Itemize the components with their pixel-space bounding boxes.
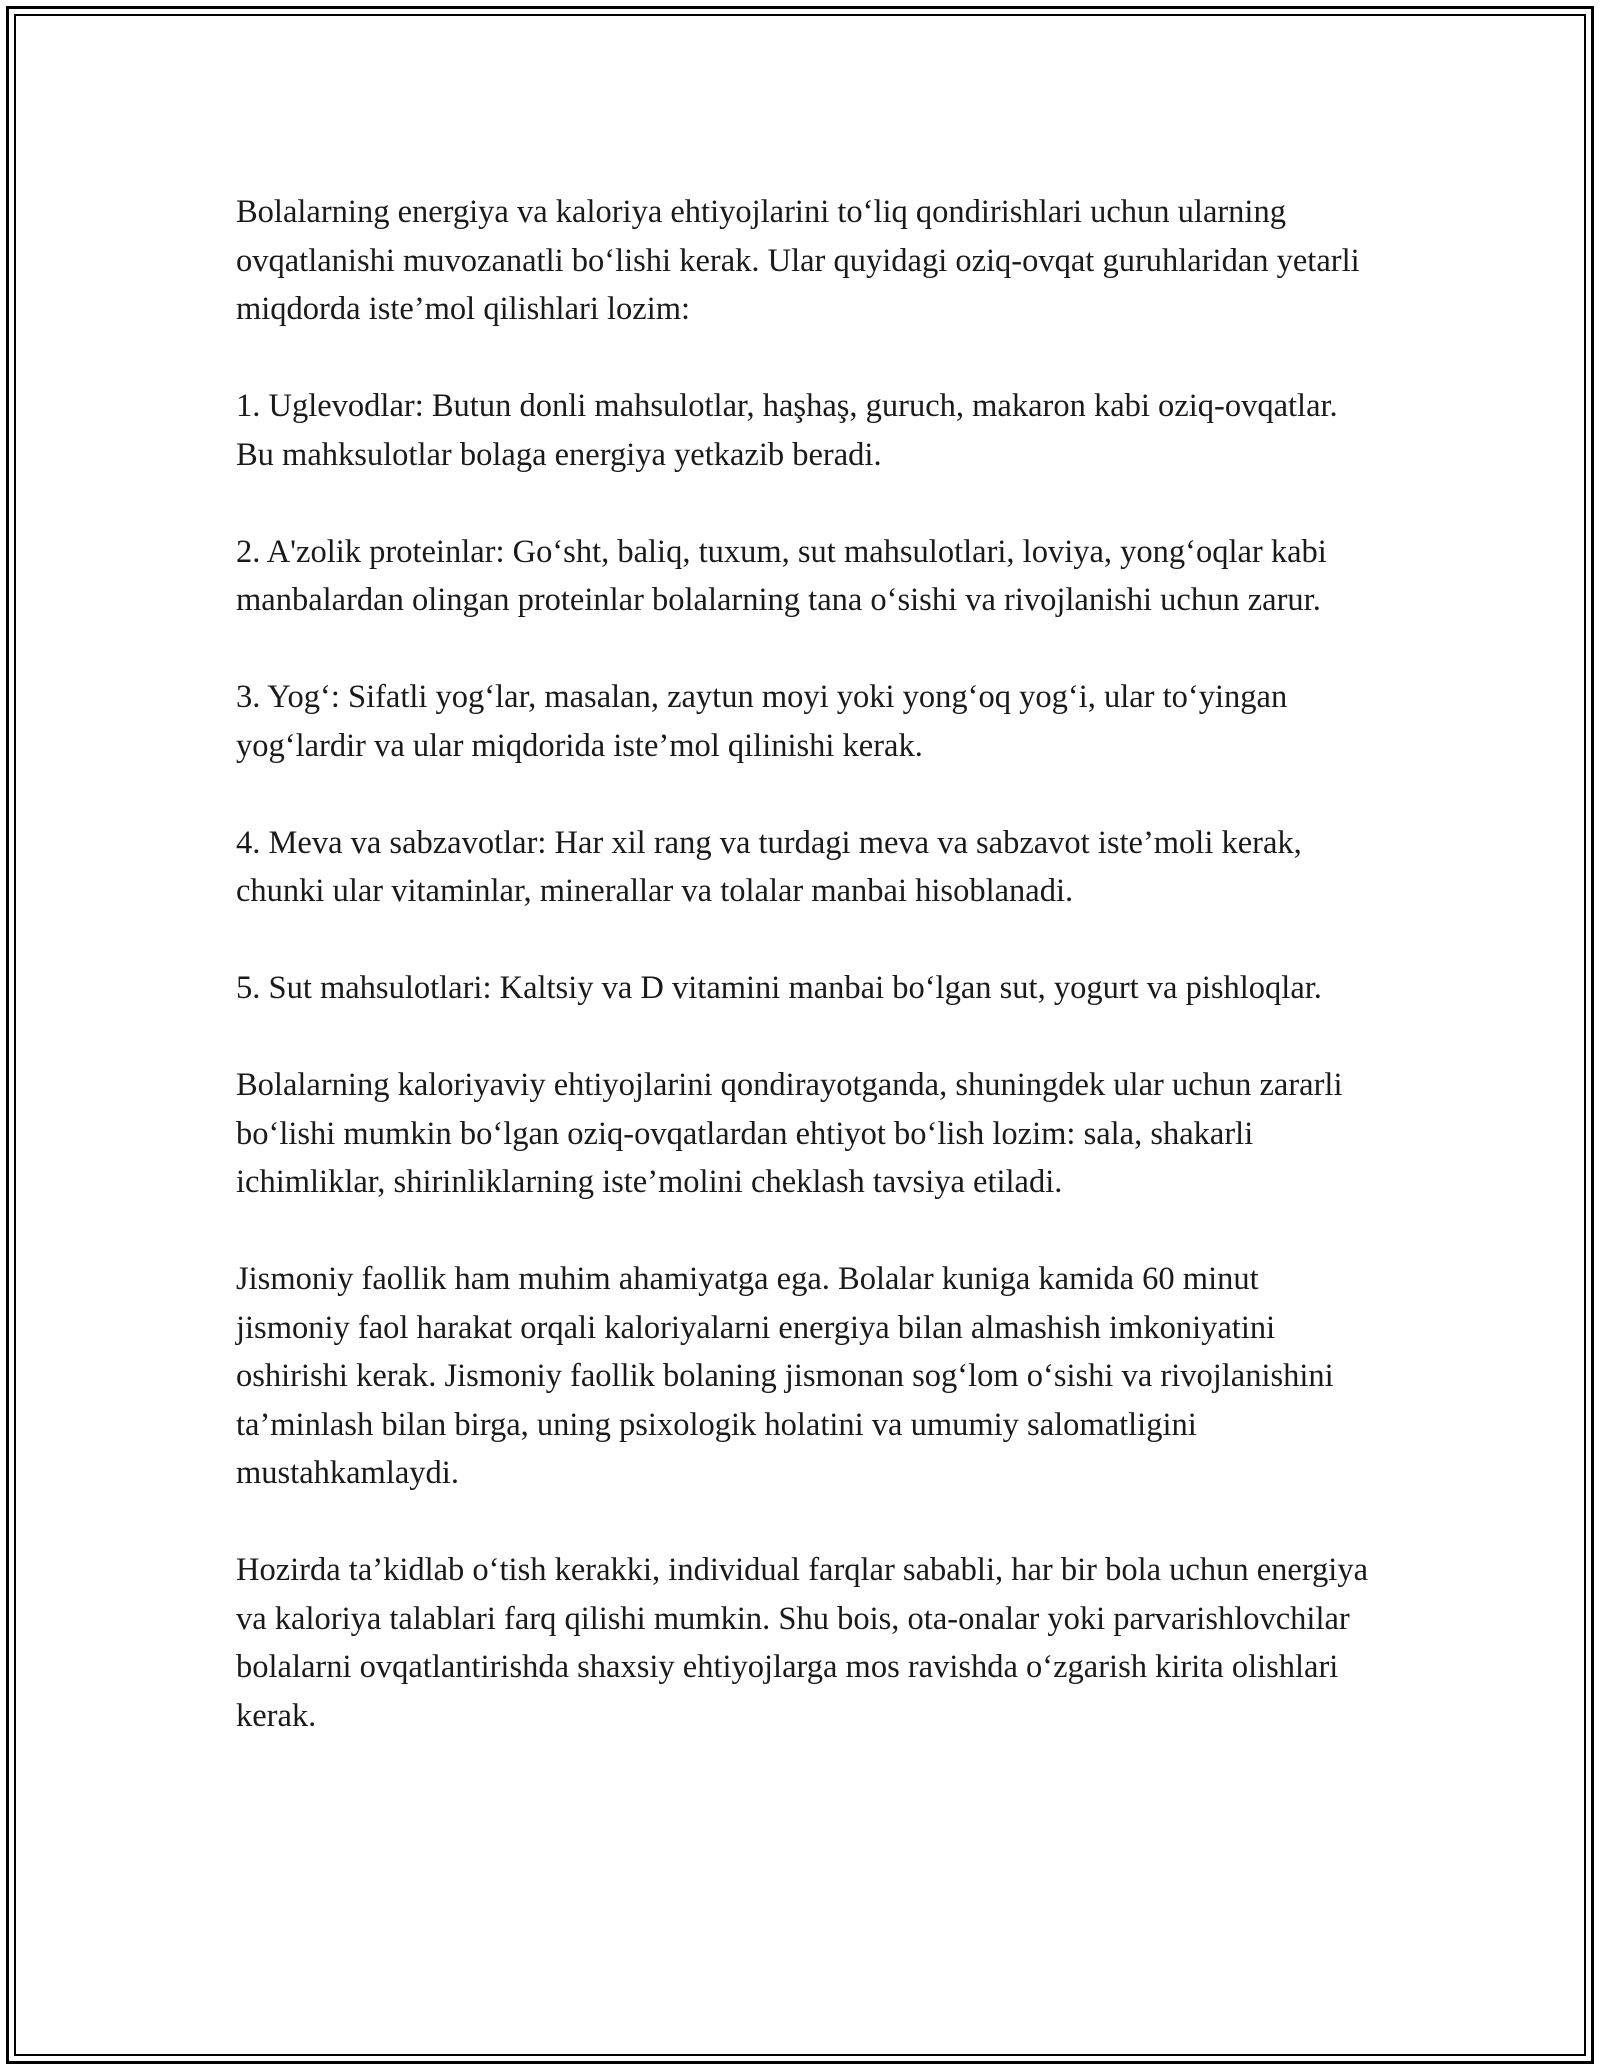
document-body (236, 188, 1376, 1789)
list-item-carbohydrates: 1. Uglevodlar: Butun donli mahsulotlar, haşhaş, guruch, makaron kabi oziq-ovqatlar. Bu mahksulotlar bolaga energiya yetkazib beradi. (236, 388, 1338, 473)
physical-activity-paragraph: Jismoniy faollik ham muhim ahamiyatga ega. Bolalar kuniga kamida 60 minut jismoniy faol harakat orqali kaloriyalarni energiya bilan almashish imkoniyatini oshirishi kerak. Jismoniy faollik bolaning jismonan sog‘lom o‘sishi va rivojlanishini ta’minlash bilan birga, uning psixologik holatini va umumiy salomatligini mustahkamlaydi. (236, 1261, 1334, 1491)
list-item-proteins: 2. A'zolik proteinlar: Go‘sht, baliq, tuxum, sut mahsulotlari, loviya, yong‘oqlar kabi manbalardan olingan proteinlar bolalarning tana o‘sishi va rivojlanishi uchun zarur. (236, 533, 1327, 618)
caution-paragraph: Bolalarning kaloriyaviy ehtiyojlarini qondirayotganda, shuningdek ular uchun zararli bo‘lishi mumkin bo‘lgan oziq-ovqatlardan ehtiyot bo‘lish lozim: sala, shakarli ichimliklar, shirinliklarning iste’molini cheklash tavsiya etiladi. (236, 1067, 1343, 1200)
intro-paragraph: Bolalarning energiya va kaloriya ehtiyojlarini to‘liq qondirishlari uchun ularning ovqatlanishi muvozanatli bo‘lishi kerak. Ular quyidagi oziq-ovqat guruhlaridan yetarli miqdorda iste’mol qilishlari lozim: (236, 194, 1360, 327)
conclusion-paragraph: Hozirda ta’kidlab o‘tish kerakki, individual farqlar sababli, har bir bola uchun energiya va kaloriya talablari farq qilishi mumkin. Shu bois, ota-onalar yoki parvarishlovchilar bolalarni ovqatlantirishda shaxsiy ehtiyojlarga mos ravishda o‘zgarish kirita olishlari kerak. (236, 1552, 1369, 1734)
list-item-fruits-vegetables: 4. Meva va sabzavotlar: Har xil rang va turdagi meva va sabzavot iste’moli kerak, chunki ular vitaminlar, minerallar va tolalar manbai hisoblanadi. (236, 824, 1302, 909)
list-item-fats: 3. Yog‘: Sifatli yog‘lar, masalan, zaytun moyi yoki yong‘oq yog‘i, ular to‘yingan yog‘lardir va ular miqdorida iste’mol qilinishi kerak. (236, 679, 1288, 764)
list-item-dairy: 5. Sut mahsulotlari: Kaltsiy va D vitamini manbai bo‘lgan sut, yogurt va pishloqlar. (236, 970, 1322, 1006)
